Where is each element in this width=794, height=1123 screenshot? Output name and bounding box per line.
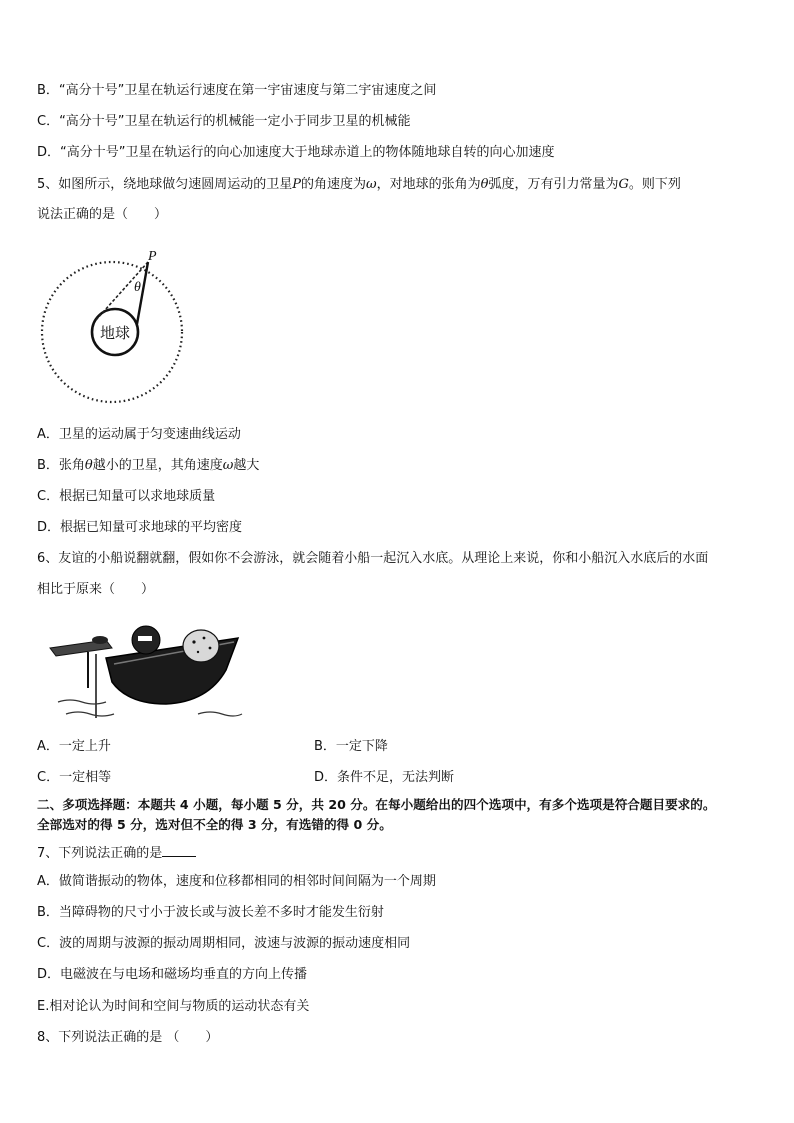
q5-stem-line2: 说法正确的是（ ） bbox=[37, 207, 168, 222]
q5-option-b bbox=[37, 457, 259, 475]
q5-stem-text: 。则下列 bbox=[628, 177, 681, 192]
spot bbox=[197, 651, 199, 653]
q6-option-c: C．一定相等 bbox=[37, 770, 112, 785]
orbit-diagram bbox=[36, 244, 188, 412]
q5-option-d: D．根据已知量可求地球的平均密度 bbox=[37, 520, 243, 535]
q6-option-a: A．一定上升 bbox=[37, 739, 111, 754]
water-wave bbox=[66, 712, 114, 716]
q5-stem-line1 bbox=[37, 176, 681, 194]
q7-stem-text: 7、下列说法正确的是 bbox=[37, 846, 163, 861]
q7-stem bbox=[37, 844, 196, 863]
q7-option-b: B．当障碍物的尺寸小于波长或与波长差不多时才能发生衍射 bbox=[37, 905, 384, 920]
q4-option-c: C．“高分十号”卫星在轨运行的机械能一定小于同步卫星的机械能 bbox=[37, 114, 411, 129]
q5-var-theta: θ bbox=[84, 458, 93, 473]
section-heading-line2: 全部选对的得 5 分，选对但不全的得 3 分，有选错的得 0 分。 bbox=[37, 817, 392, 832]
water-wave bbox=[198, 712, 242, 716]
water-wave bbox=[58, 700, 106, 704]
q5-var-p: P bbox=[292, 177, 302, 192]
q4-option-d: D．“高分十号”卫星在轨运行的向心加速度大于地球赤道上的物体随地球自转的向心加速度 bbox=[37, 145, 555, 160]
spot bbox=[209, 647, 212, 650]
q5-option-b-text: 越大 bbox=[233, 458, 260, 473]
q6-option-d: D．条件不足，无法判断 bbox=[314, 770, 455, 785]
q6-option-b: B．一定下降 bbox=[314, 739, 388, 754]
q5-option-b-text: B．张角 bbox=[37, 458, 85, 473]
person-eyes bbox=[138, 636, 152, 641]
q7-option-c: C．波的周期与波源的振动周期相同，波速与波源的振动速度相同 bbox=[37, 936, 411, 951]
spot bbox=[203, 637, 206, 640]
q5-stem-text: 的角速度为 bbox=[301, 177, 367, 192]
q5-var-theta: θ bbox=[480, 177, 489, 192]
q7-option-a: A．做简谐振动的物体，速度和位移都相同的相邻时间间隔为一个周期 bbox=[37, 874, 436, 889]
section-heading: 二、多项选择题：本题共 4 小题，每小题 5 分，共 20 分。在每小题给出的四个选项中，有多个选项是符合题目要求的。 bbox=[37, 797, 716, 812]
q5-var-g: G bbox=[618, 177, 629, 192]
q5-var-omega: ω bbox=[222, 458, 234, 473]
q8-stem: 8、下列说法正确的是 （ ） bbox=[37, 1030, 219, 1045]
q7-option-e: E.相对论认为时间和空间与物质的运动状态有关 bbox=[37, 999, 310, 1014]
cup-icon bbox=[92, 636, 108, 644]
spot bbox=[192, 640, 195, 643]
angle-label: θ bbox=[134, 280, 141, 295]
person-head-icon bbox=[183, 630, 219, 662]
q6-stem-line2: 相比于原来（ ） bbox=[37, 582, 155, 597]
satellite-label: P bbox=[148, 249, 157, 264]
q5-option-b-text: 越小的卫星，其角速度 bbox=[92, 458, 223, 473]
q5-stem-text: 5、如图所示，绕地球做匀速圆周运动的卫星 bbox=[37, 177, 293, 192]
q4-option-b: B．“高分十号”卫星在轨运行速度在第一宇宙速度与第二宇宙速度之间 bbox=[37, 83, 437, 98]
earth-label: 地球 bbox=[99, 324, 131, 342]
q5-var-omega: ω bbox=[366, 177, 377, 192]
boat-illustration bbox=[48, 618, 248, 728]
q5-option-a: A．卫星的运动属于匀变速曲线运动 bbox=[37, 427, 241, 442]
answer-blank bbox=[162, 844, 196, 857]
q5-stem-text: ，对地球的张角为 bbox=[376, 177, 481, 192]
q7-option-d: D．电磁波在与电场和磁场均垂直的方向上传播 bbox=[37, 967, 308, 982]
q5-stem-text: 弧度，万有引力常量为 bbox=[488, 177, 619, 192]
q6-stem-line1: 6、友谊的小船说翻就翻，假如你不会游泳，就会随着小船一起沉入水底。从理论上来说，你和小船沉入水底后的水面 bbox=[37, 551, 709, 566]
q5-option-c: C．根据已知量可以求地球质量 bbox=[37, 489, 216, 504]
